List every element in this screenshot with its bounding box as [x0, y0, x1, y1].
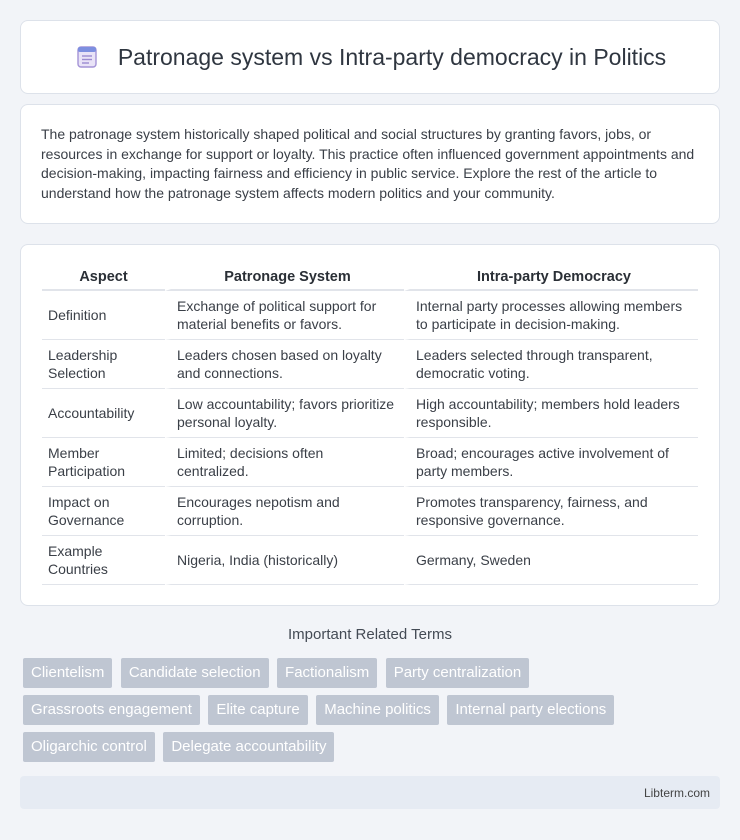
related-term-tag[interactable]: Internal party elections	[447, 695, 614, 725]
title-card	[20, 20, 720, 94]
footer-site-link[interactable]: Libterm.com	[643, 785, 710, 800]
cell-aspect: Accountability	[42, 389, 165, 438]
cell-patronage: Nigeria, India (historically)	[165, 536, 404, 585]
page-title: Patronage system vs Intra-party democracy in Politics	[117, 43, 667, 70]
intro-text: The patronage system historically shaped political and social structures by granting favors, jobs, or resources in exchange for support or loyalty. This practice often influenced government appointments and decision-making, impacting fairness and efficiency in public service. Explore the rest of the article to understand how the patronage system affects modern politics and your community.	[41, 126, 695, 201]
related-term-tag[interactable]: Machine politics	[316, 695, 439, 725]
table-row	[42, 340, 698, 389]
cell-intra-party: Germany, Sweden	[404, 536, 698, 585]
cell-intra-party: Broad; encourages active involvement of party members.	[404, 438, 698, 487]
related-terms-title: Important Related Terms	[288, 626, 452, 643]
related-term-tag[interactable]: Clientelism	[23, 658, 112, 688]
comparison-card	[20, 244, 720, 606]
comparison-table	[42, 265, 698, 585]
cell-aspect: Member Participation	[42, 438, 165, 487]
related-term-tag[interactable]: Grassroots engagement	[23, 695, 200, 725]
header-patronage: Patronage System	[165, 265, 404, 291]
table-row	[42, 438, 698, 487]
header-intra-party: Intra-party Democracy	[404, 265, 698, 291]
table-row	[42, 487, 698, 536]
intro-card	[20, 104, 720, 224]
table-row	[42, 291, 698, 340]
cell-aspect: Impact on Governance	[42, 487, 165, 536]
related-term-tag[interactable]: Factionalism	[277, 658, 377, 688]
related-term-tag[interactable]: Party centralization	[386, 658, 530, 688]
related-term-tag[interactable]: Oligarchic control	[23, 732, 155, 762]
related-term-tag[interactable]: Elite capture	[208, 695, 307, 725]
cell-aspect: Example Countries	[42, 536, 165, 585]
cell-aspect: Leadership Selection	[42, 340, 165, 389]
header-aspect: Aspect	[42, 265, 165, 291]
cell-intra-party: Internal party processes allowing members to participate in decision-making.	[404, 291, 698, 340]
document-icon	[74, 44, 100, 70]
cell-patronage: Low accountability; favors prioritize personal loyalty.	[165, 389, 404, 438]
cell-patronage: Leaders chosen based on loyalty and connections.	[165, 340, 404, 389]
related-term-tag[interactable]: Candidate selection	[121, 658, 269, 688]
cell-intra-party: Leaders selected through transparent, democratic voting.	[404, 340, 698, 389]
cell-patronage: Encourages nepotism and corruption.	[165, 487, 404, 536]
related-terms-list	[23, 658, 713, 769]
related-term-tag[interactable]: Delegate accountability	[163, 732, 334, 762]
cell-aspect: Definition	[42, 291, 165, 340]
table-row	[42, 536, 698, 585]
footer	[20, 776, 720, 809]
cell-patronage: Limited; decisions often centralized.	[165, 438, 404, 487]
cell-intra-party: Promotes transparency, fairness, and responsive governance.	[404, 487, 698, 536]
cell-intra-party: High accountability; members hold leaders responsible.	[404, 389, 698, 438]
cell-patronage: Exchange of political support for material benefits or favors.	[165, 291, 404, 340]
table-row	[42, 389, 698, 438]
table-header-row	[42, 265, 698, 291]
